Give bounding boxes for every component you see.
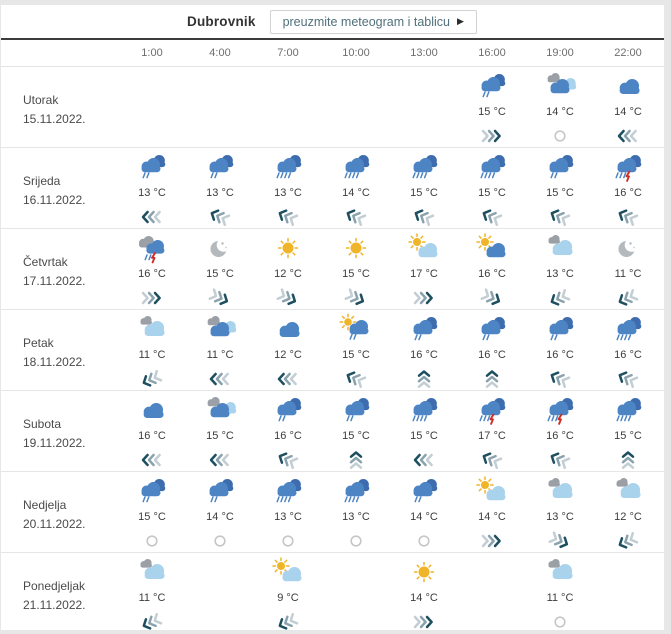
- weather-cell: [390, 229, 458, 309]
- temperature-value: 16 °C: [546, 349, 574, 361]
- weather-cell: [526, 229, 594, 309]
- weather-cell: [458, 229, 526, 309]
- time-header: 1:00: [141, 47, 163, 59]
- temperature-value: 14 °C: [614, 106, 642, 118]
- temperature-value: 13 °C: [342, 511, 370, 523]
- weather-cell: [186, 472, 254, 552]
- temperature-value: 11 °C: [546, 592, 574, 604]
- sun-icon: [338, 234, 374, 264]
- wind-upleft-icon: [548, 450, 572, 469]
- weather-cell: [254, 67, 322, 147]
- temperature-value: 14 °C: [546, 106, 574, 118]
- day-row: [1, 553, 664, 634]
- day-date: 19.11.2022.: [23, 435, 86, 450]
- day-date: 17.11.2022.: [23, 273, 86, 288]
- temperature-value: 15 °C: [410, 187, 438, 199]
- day-date: 20.11.2022.: [23, 516, 86, 531]
- weather-cell: [186, 229, 254, 309]
- day-label: [1, 310, 118, 390]
- temperature-value: 14 °C: [342, 187, 370, 199]
- rain-light-icon: [134, 153, 170, 183]
- wind-calm-icon: [548, 126, 572, 145]
- rain-light-icon: [202, 477, 238, 507]
- weather-cell: [458, 310, 526, 390]
- wind-upleft-icon: [276, 207, 300, 226]
- temperature-value: 15 °C: [614, 430, 642, 442]
- wind-calm-icon: [140, 531, 164, 550]
- time-header: 10:00: [342, 47, 370, 59]
- wind-upleft-icon: [480, 450, 504, 469]
- weather-cell: [458, 148, 526, 228]
- wind-upleft-icon: [616, 369, 640, 388]
- temperature-value: 14 °C: [206, 511, 234, 523]
- time-header: 7:00: [277, 47, 299, 59]
- wind-downright-icon: [344, 288, 368, 307]
- weather-cell: [322, 391, 390, 471]
- weather-cell: [254, 148, 322, 228]
- weather-cell: [594, 391, 662, 471]
- weather-cell: [322, 229, 390, 309]
- weather-cell: [118, 310, 186, 390]
- wind-calm-icon: [276, 531, 300, 550]
- temperature-value: 16 °C: [478, 349, 506, 361]
- day-row: [1, 229, 664, 310]
- wind-upleft-icon: [344, 207, 368, 226]
- weather-cell: [526, 67, 594, 147]
- clouds-gray-icon: [542, 72, 578, 102]
- wind-leftdown-icon: [140, 612, 164, 631]
- day-name: Petak: [23, 336, 54, 350]
- rain-light-icon: [542, 315, 578, 345]
- sun-cloud-pale-icon: [474, 477, 510, 507]
- temperature-value: 13 °C: [546, 268, 574, 280]
- sun-icon: [270, 234, 306, 264]
- rain-heavy-icon: [338, 153, 374, 183]
- weather-cell: [458, 391, 526, 471]
- weather-cell: [254, 553, 322, 633]
- weather-cell: [458, 472, 526, 552]
- wind-right-icon: [412, 612, 436, 631]
- wind-downright-icon: [548, 531, 572, 550]
- weather-cell: [322, 67, 390, 147]
- temperature-value: 14 °C: [478, 511, 506, 523]
- wind-right-icon: [480, 531, 504, 550]
- wind-upleft-icon: [548, 207, 572, 226]
- wind-leftdown-icon: [548, 288, 572, 307]
- weather-cell: [458, 67, 526, 147]
- download-meteogram-button[interactable]: [270, 10, 477, 34]
- temperature-value: 13 °C: [138, 187, 166, 199]
- temperature-value: 13 °C: [274, 511, 302, 523]
- temperature-value: 15 °C: [410, 430, 438, 442]
- wind-upleft-icon: [412, 207, 436, 226]
- temperature-value: 15 °C: [138, 511, 166, 523]
- rain-heavy-icon: [338, 477, 374, 507]
- temperature-value: 15 °C: [342, 349, 370, 361]
- arrow-right-icon: ▶: [457, 16, 464, 26]
- temperature-value: 15 °C: [342, 268, 370, 280]
- temperature-value: 12 °C: [274, 268, 302, 280]
- moon-icon: [202, 234, 238, 264]
- wind-upleft-icon: [344, 369, 368, 388]
- day-name: Subota: [23, 417, 62, 431]
- day-date: 18.11.2022.: [23, 354, 86, 369]
- rain-heavy-icon: [406, 396, 442, 426]
- temperature-value: 14 °C: [410, 592, 438, 604]
- temperature-value: 11 °C: [138, 592, 166, 604]
- table-header: [1, 5, 664, 40]
- rain-light-icon: [474, 315, 510, 345]
- day-name: Srijeda: [23, 174, 61, 188]
- day-label: [1, 229, 118, 309]
- weather-cell: [390, 553, 458, 633]
- time-header: 19:00: [546, 47, 574, 59]
- temperature-value: 16 °C: [478, 268, 506, 280]
- wind-leftdown-icon: [616, 288, 640, 307]
- rain-light-icon: [474, 72, 510, 102]
- temperature-value: 9 °C: [277, 592, 299, 604]
- wind-right-icon: [140, 288, 164, 307]
- wind-upleft-icon: [480, 207, 504, 226]
- weather-cell: [118, 229, 186, 309]
- day-row: [1, 391, 664, 472]
- wind-downright-icon: [480, 288, 504, 307]
- day-row: [1, 472, 664, 553]
- weather-cell: [594, 310, 662, 390]
- weather-cell: [594, 472, 662, 552]
- weather-cell: [118, 67, 186, 147]
- time-header: 4:00: [209, 47, 231, 59]
- temperature-value: 14 °C: [410, 511, 438, 523]
- sun-cloud-blue-icon: [474, 234, 510, 264]
- temperature-value: 12 °C: [614, 511, 642, 523]
- rain-light-icon: [406, 477, 442, 507]
- weather-cell: [118, 553, 186, 633]
- wind-calm-icon: [344, 531, 368, 550]
- day-name: Četvrtak: [23, 255, 68, 269]
- weather-cell: [254, 391, 322, 471]
- cloud-icon: [610, 72, 646, 102]
- weather-cell: [526, 310, 594, 390]
- day-date: 15.11.2022.: [23, 111, 86, 126]
- wind-left-icon: [208, 369, 232, 388]
- wind-left-icon: [412, 450, 436, 469]
- weather-cell: [390, 67, 458, 147]
- wind-calm-icon: [548, 612, 572, 631]
- time-header: 13:00: [410, 47, 438, 59]
- wind-downright-icon: [208, 288, 232, 307]
- rain-heavy-icon: [406, 153, 442, 183]
- temperature-value: 15 °C: [478, 187, 506, 199]
- wind-left-icon: [276, 369, 300, 388]
- time-header: 16:00: [478, 47, 506, 59]
- rain-light-icon: [406, 315, 442, 345]
- wind-upleft-icon: [616, 207, 640, 226]
- rain-light-icon: [134, 477, 170, 507]
- wind-left-icon: [616, 126, 640, 145]
- temperature-value: 16 °C: [614, 349, 642, 361]
- cloud-icon: [134, 396, 170, 426]
- wind-calm-icon: [208, 531, 232, 550]
- wind-right-icon: [412, 288, 436, 307]
- wind-downright-icon: [276, 288, 300, 307]
- temperature-value: 13 °C: [274, 187, 302, 199]
- weather-cell: [594, 67, 662, 147]
- weather-cell: [186, 553, 254, 633]
- weather-cell: [118, 472, 186, 552]
- wind-leftdown-icon: [276, 612, 300, 631]
- weather-cell: [118, 391, 186, 471]
- rain-heavy-icon: [474, 153, 510, 183]
- day-name: Nedjelja: [23, 498, 67, 512]
- temperature-value: 11 °C: [614, 268, 642, 280]
- weather-cell: [526, 553, 594, 633]
- weather-cell: [594, 148, 662, 228]
- moon-icon: [610, 234, 646, 264]
- day-name: Ponedjeljak: [23, 579, 86, 593]
- weather-cell: [118, 148, 186, 228]
- weather-cell: [322, 472, 390, 552]
- cloud-pale-icon: [610, 477, 646, 507]
- forecast-table-panel: [1, 5, 664, 630]
- temperature-value: 16 °C: [614, 187, 642, 199]
- sun-icon: [406, 558, 442, 588]
- day-row: [1, 148, 664, 229]
- rain-heavy-icon: [610, 315, 646, 345]
- day-name: Utorak: [23, 93, 59, 107]
- rain-heavy-icon: [270, 153, 306, 183]
- wind-up-icon: [480, 369, 504, 388]
- wind-up-icon: [616, 450, 640, 469]
- weather-cell: [186, 148, 254, 228]
- day-date: 16.11.2022.: [23, 192, 86, 207]
- cloud-pale-icon: [542, 234, 578, 264]
- cloud-pale-icon: [134, 315, 170, 345]
- temperature-value: 17 °C: [478, 430, 506, 442]
- weather-cell: [254, 472, 322, 552]
- temperature-value: 17 °C: [410, 268, 438, 280]
- weather-cell: [322, 553, 390, 633]
- storm-gray-icon: [134, 234, 170, 264]
- wind-right-icon: [480, 126, 504, 145]
- weather-cell: [526, 148, 594, 228]
- weather-cell: [390, 148, 458, 228]
- temperature-value: 15 °C: [478, 106, 506, 118]
- rain-light-icon: [542, 153, 578, 183]
- weather-cell: [594, 553, 662, 633]
- wind-leftdown-icon: [140, 369, 164, 388]
- temperature-value: 13 °C: [206, 187, 234, 199]
- wind-left-icon: [208, 450, 232, 469]
- weather-cell: [186, 67, 254, 147]
- day-row: [1, 67, 664, 148]
- day-label: [1, 553, 118, 633]
- temperature-value: 15 °C: [342, 430, 370, 442]
- wind-upleft-icon: [276, 450, 300, 469]
- rain-thunder-icon: [542, 396, 578, 426]
- rain-light-icon: [338, 396, 374, 426]
- cloud-pale-icon: [542, 558, 578, 588]
- clouds-gray-icon: [202, 315, 238, 345]
- wind-upleft-icon: [208, 207, 232, 226]
- rain-thunder-icon: [610, 153, 646, 183]
- wind-calm-icon: [412, 531, 436, 550]
- sun-cloud-pale-icon: [270, 558, 306, 588]
- wind-upleft-icon: [548, 369, 572, 388]
- temperature-value: 15 °C: [206, 430, 234, 442]
- day-label: [1, 472, 118, 552]
- weather-cell: [186, 310, 254, 390]
- location-title: Dubrovnik: [187, 14, 256, 29]
- temperature-value: 16 °C: [274, 430, 302, 442]
- temperature-value: 16 °C: [546, 430, 574, 442]
- temperature-value: 11 °C: [138, 349, 166, 361]
- wind-left-icon: [140, 450, 164, 469]
- cloud-pale-icon: [134, 558, 170, 588]
- weather-cell: [458, 553, 526, 633]
- weather-cell: [594, 229, 662, 309]
- wind-up-icon: [412, 369, 436, 388]
- time-header: 22:00: [614, 47, 642, 59]
- rain-light-icon: [270, 396, 306, 426]
- rain-heavy-icon: [270, 477, 306, 507]
- download-button-label: preuzmite meteogram i tablicu: [282, 14, 450, 29]
- temperature-value: 15 °C: [546, 187, 574, 199]
- day-date: 21.11.2022.: [23, 597, 86, 612]
- rain-thunder-icon: [474, 396, 510, 426]
- weather-cell: [186, 391, 254, 471]
- day-label: [1, 391, 118, 471]
- rain-light-icon: [202, 153, 238, 183]
- temperature-value: 15 °C: [206, 268, 234, 280]
- sun-rain-icon: [338, 315, 374, 345]
- weather-cell: [254, 229, 322, 309]
- wind-up-icon: [344, 450, 368, 469]
- weather-cell: [322, 148, 390, 228]
- cloud-icon: [270, 315, 306, 345]
- weather-cell: [526, 472, 594, 552]
- temperature-value: 16 °C: [138, 268, 166, 280]
- weather-cell: [322, 310, 390, 390]
- temperature-value: 13 °C: [546, 511, 574, 523]
- weather-cell: [526, 391, 594, 471]
- time-header-row: [1, 40, 664, 67]
- weather-cell: [390, 472, 458, 552]
- wind-left-icon: [140, 207, 164, 226]
- weather-cell: [254, 310, 322, 390]
- temperature-value: 11 °C: [206, 349, 234, 361]
- weather-cell: [390, 310, 458, 390]
- temperature-value: 16 °C: [138, 430, 166, 442]
- wind-leftdown-icon: [616, 531, 640, 550]
- temperature-value: 12 °C: [274, 349, 302, 361]
- rain-heavy-icon: [610, 396, 646, 426]
- sun-cloud-pale-icon: [406, 234, 442, 264]
- day-label: [1, 148, 118, 228]
- clouds-gray-icon: [202, 396, 238, 426]
- weather-cell: [390, 391, 458, 471]
- day-label: [1, 67, 118, 147]
- forecast-rows: [1, 67, 664, 634]
- temperature-value: 16 °C: [410, 349, 438, 361]
- day-row: [1, 310, 664, 391]
- cloud-pale-icon: [542, 477, 578, 507]
